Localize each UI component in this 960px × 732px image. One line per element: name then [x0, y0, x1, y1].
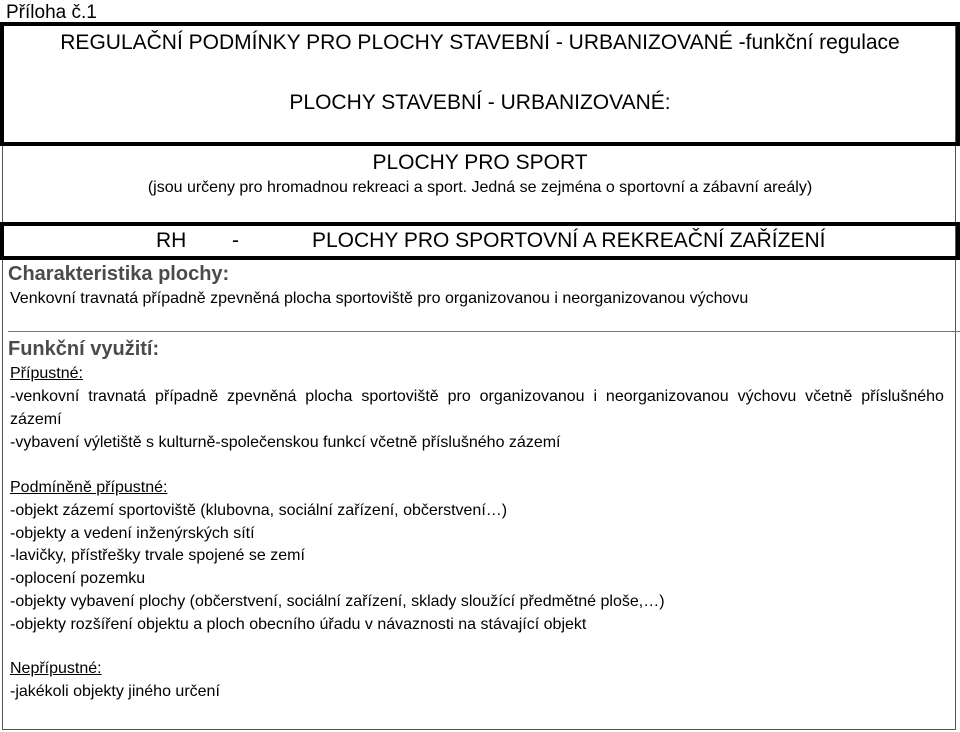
document-subtitle: PLOCHY STAVEBNÍ - URBANIZOVANÉ:: [289, 91, 671, 114]
category-title: PLOCHY PRO SPORT: [372, 151, 588, 174]
zone-dash: -: [232, 229, 239, 252]
conditional-item: -oplocení pozemku: [10, 570, 146, 587]
usage-heading: Funkční využití:: [8, 338, 160, 360]
page-label: Příloha č.1: [6, 2, 97, 23]
permitted-label: Přípustné:: [10, 365, 83, 382]
permitted-item: -vybavení výletiště s kulturně-společenskou funkcí včetně příslušného zázemí: [10, 434, 561, 451]
permitted-item: -venkovní travnatá případně zpevněná plocha sportoviště pro organizovanou i neorganizovanou výchovu včetně příslušného: [10, 388, 944, 405]
document-title: REGULAČNÍ PODMÍNKY PRO PLOCHY STAVEBNÍ - URBANIZOVANÉ -funkční regulace: [60, 31, 900, 54]
conditional-item: -objekty vybavení plochy (občerstvení, sociální zařízení, sklady sloužící předmětné ploše,…): [10, 593, 665, 610]
conditional-label: Podmíněně přípustné:: [10, 479, 168, 496]
forbidden-item: -jakékoli objekty jiného určení: [10, 683, 220, 700]
characteristics-text: Venkovní travnatá případně zpevněná plocha sportoviště pro organizovanou i neorganizovanou výchovu: [10, 290, 749, 307]
characteristics-heading: Charakteristika plochy:: [8, 263, 230, 285]
category-note: (jsou určeny pro hromadnou rekreaci a sport. Jedná se zejména o sportovní a zábavní areály): [147, 179, 813, 196]
zone-name: PLOCHY PRO SPORTOVNÍ A REKREAČNÍ ZAŘÍZENÍ: [312, 229, 826, 252]
forbidden-label: Nepřípustné:: [10, 660, 102, 677]
conditional-item: -lavičky, přístřešky trvale spojené se zemí: [10, 547, 305, 564]
section-divider: [8, 331, 960, 332]
conditional-item: -objekty rozšíření objektu a ploch obecního úřadu v návaznosti na stávající objekt: [10, 616, 587, 633]
conditional-item: -objekty a vedení inženýrských sítí: [10, 525, 255, 542]
conditional-item: -objekt zázemí sportoviště (klubovna, sociální zařízení, občerstvení…): [10, 502, 508, 519]
zone-code: RH: [156, 229, 187, 252]
permitted-item: zázemí: [10, 411, 62, 428]
